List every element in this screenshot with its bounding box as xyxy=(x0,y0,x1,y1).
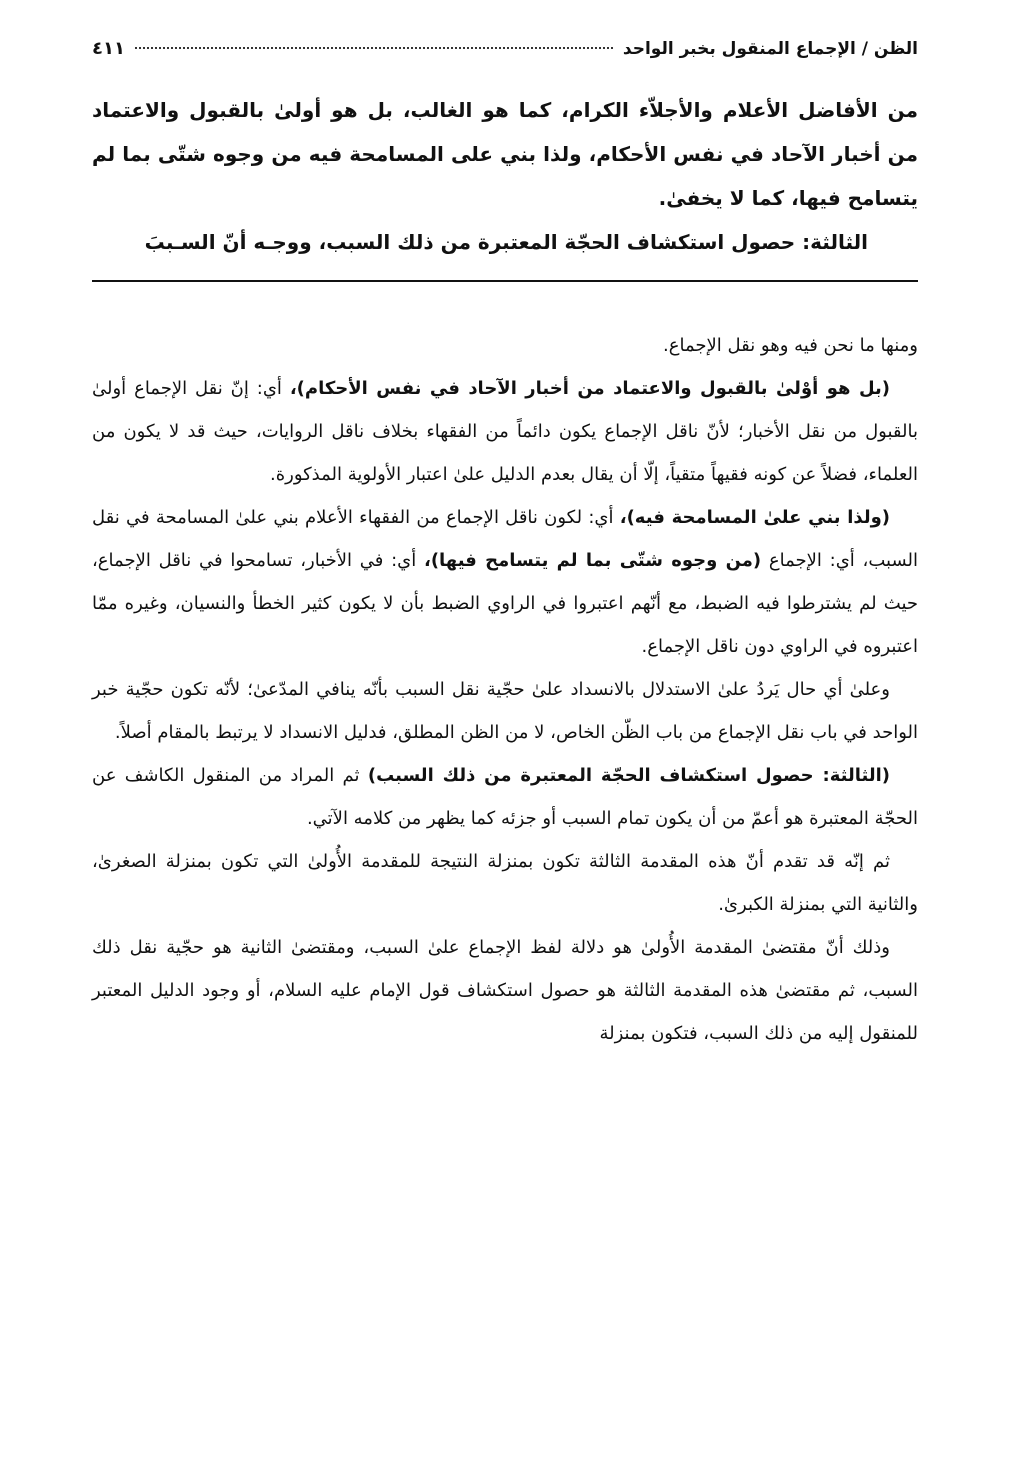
quoted-main-text: (بل هو أوْلىٰ بالقبول والاعتماد من أخبار الآحاد في نفس الأحكام)، xyxy=(289,378,890,399)
commentary-text-run: ومنها ما نحن فيه وهو نقل الإجماع. xyxy=(663,335,918,356)
commentary-text-run: ثم المراد من المنقول الكاشف عن الحجّة المعتبرة هو أعمّ من أن يكون تمام السبب أو جزئه كما يظهر من كلامه الآتي. xyxy=(92,765,918,829)
dotted-leader xyxy=(135,47,613,49)
commentary-text-run: ثم إنّه قد تقدم أنّ هذه المقدمة الثالثة تكون بمنزلة النتيجة للمقدمة الأُولىٰ التي تكون بمنزلة الصغرىٰ، والثانية التي بمنزلة الكبرىٰ. xyxy=(92,851,918,915)
running-header xyxy=(92,38,918,68)
book-page xyxy=(92,38,918,1055)
commentary-paragraph xyxy=(92,754,918,840)
commentary-text-run: أي: إنّ نقل الإجماع أولىٰ بالقبول من نقل الأخبار؛ لأنّ ناقل الإجماع يكون دائماً من الفقهاء بخلاف ناقل الروايات، حيث قد لا يكون من العلماء، فضلاً عن كونه فقيهاً متقياً، إلّا أن يقال بعدم الدليل علىٰ اعتبار الأولوية المذكورة. xyxy=(92,378,918,485)
commentary-paragraph xyxy=(92,840,918,926)
commentary-paragraph xyxy=(92,926,918,1055)
main-text xyxy=(92,88,918,264)
commentary-paragraph xyxy=(92,668,918,754)
commentary-paragraph xyxy=(92,367,918,496)
commentary-text xyxy=(92,324,918,1055)
page-number: ٤١١ xyxy=(92,38,125,59)
commentary-paragraph xyxy=(92,324,918,367)
section-divider xyxy=(92,280,918,282)
header-title: الظن / الإجماع المنقول بخبر الواحد xyxy=(622,39,918,59)
main-text-paragraph: الثالثة: حصول استكشاف الحجّة المعتبرة من ذلك السبب، ووجـه أنّ السـببَ xyxy=(144,230,868,254)
commentary-text-run: أي: في الأخبار، تسامحوا في ناقل الإجماع، حيث لم يشترطوا فيه الضبط، مع أنّهم اعتبروا في الراوي الضبط بأن لا يكون كثير الخطأ والنسيان، وغيره ممّا اعتبروه في الراوي دون ناقل الإجماع. xyxy=(92,550,918,657)
commentary-text-run: أي: لكون ناقل الإجماع من الفقهاء الأعلام بني علىٰ المسامحة في نقل السبب، أي: الإجماع xyxy=(92,507,918,571)
main-text-paragraph: من الأفاضل الأعلام والأجلاّء الكرام، كما هو الغالب، بل هو أولىٰ بالقبول والاعتماد من أخبار الآحاد في نفس الأحكام، ولذا بني على المسامحة فيه من وجوه شتّى بما لم يتسامح فيها، كما لا يخفىٰ. xyxy=(92,98,918,210)
quoted-main-text: (ولذا بني علىٰ المسامحة فيه)، xyxy=(619,507,890,528)
commentary-paragraph xyxy=(92,496,918,668)
commentary-text-run: وعلىٰ أي حال يَردُ علىٰ الاستدلال بالانسداد علىٰ حجّية نقل السبب بأنّه ينافي المدّعىٰ؛ لأنّه تكون حجّية خبر الواحد في باب نقل الإجماع من باب الظّن الخاص، لا من الظن المطلق، فدليل الانسداد لا يرتبط بالمقام أصلاً. xyxy=(92,679,918,743)
quoted-main-text: (من وجوه شتّى بما لم يتسامح فيها)، xyxy=(423,550,762,571)
quoted-main-text: (الثالثة: حصول استكشاف الحجّة المعتبرة من ذلك السبب) xyxy=(367,765,890,786)
commentary-text-run: وذلك أنّ مقتضىٰ المقدمة الأُولىٰ هو دلالة لفظ الإجماع علىٰ السبب، ومقتضىٰ الثانية هو حجّية نقل ذلك السبب، ثم مقتضىٰ هذه المقدمة الثالثة هو حصول استكشاف قول الإمام عليه السلام، أو وجود الدليل المعتبر للمنقول إليه من ذلك السبب، فتكون بمنزلة xyxy=(92,937,918,1044)
